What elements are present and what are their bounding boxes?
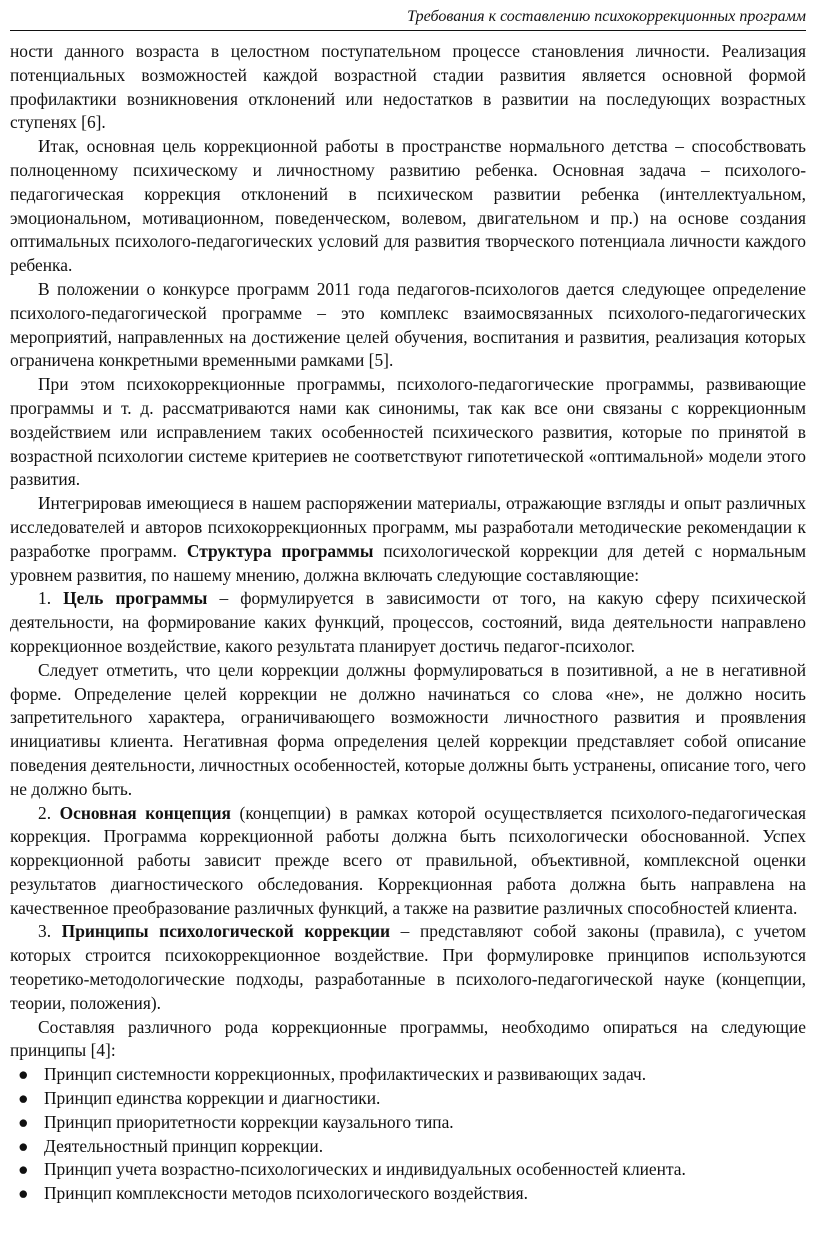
list-item-text: Принцип системности коррекционных, профилактических и развивающих задач. — [44, 1064, 647, 1085]
item-number: 2. — [38, 802, 60, 823]
paragraph-synonyms: При этом психокоррекционные программы, психолого-педагогические программы, развивающие программы и т. д. рассматриваются нами как синонимы, так как все они связаны с коррекционным воздействием или исправлением таких особенностей психического развития, которые по принятой в возрастной психологии системе критериев не соответствуют гипотетической «оптимальной» модели этого развития. — [10, 374, 806, 490]
paragraph-continuation: ности данного возраста в целостном поступательном процессе становления личности. Реализация потенциальных возможностей каждой возрастной стадии развития является основной формой профилактики возникновения отклонений или недостатков в развитии на последующих возрастных ступенях [6]. — [10, 41, 806, 133]
list-item — [10, 1158, 806, 1182]
paragraph-main-concept — [10, 802, 806, 921]
bullet-icon: ● — [18, 1183, 29, 1204]
paragraph-principles-intro: Составляя различного рода коррекционные программы, необходимо опираться на следующие принципы [4]: — [10, 1016, 806, 1061]
item-number: 1. — [38, 588, 64, 609]
paragraph-principles — [10, 920, 806, 1015]
program-goal-term: Цель программы — [63, 588, 208, 609]
list-item-text: Принцип комплексности методов психологического воздействия. — [44, 1183, 528, 1204]
principles-text: – представляют собой законы (правила), с учетом которых строится психокоррекционное воздействие. При формулировке принципов используются теоретико-методологические подходы, разработанные в психолого-педагогической науке (концепции, теории, положения). — [10, 921, 807, 1013]
principles-list — [10, 1063, 806, 1206]
list-item-text: Принцип единства коррекции и диагностики. — [44, 1088, 381, 1109]
paragraph-program-structure — [10, 492, 806, 587]
structure-term: Структура программы — [186, 540, 374, 561]
paragraph-program-goal — [10, 587, 806, 658]
list-item-text: Принцип учета возрастно-психологических и индивидуальных особенностей клиента. — [44, 1159, 686, 1180]
bullet-icon: ● — [18, 1135, 29, 1156]
bullet-icon: ● — [18, 1159, 29, 1180]
bullet-icon: ● — [18, 1088, 29, 1109]
list-item — [10, 1111, 806, 1135]
bullet-icon: ● — [18, 1064, 29, 1085]
paragraph-positive-goals: Следует отметить, что цели коррекции должны формулироваться в позитивной, а не в негативной форме. Определение целей коррекции не должно начинаться со слова «не», не должно носить запретительного характера, ограничивающего возможности личностного развития и проявления инициативы клиента. Негативная форма определения целей коррекции представляет собой описание поведения деятельности, личностных особенностей, которые должны быть устранены, описание того, чего не должно быть. — [10, 659, 806, 799]
paragraph-program-definition: В положении о конкурсе программ 2011 года педагогов-психологов дается следующее определение психолого-педагогической программе – это комплекс взаимосвязанных психолого-педагогических мероприятий, направленных на достижение целей обучения, воспитания и развития, реализация которых ограничена конкретными временными рамками [5]. — [10, 278, 806, 371]
list-item — [10, 1182, 806, 1206]
running-header: Требования к составлению психокоррекционных программ — [407, 8, 806, 25]
principles-term: Принципы психологической коррекции — [61, 921, 391, 942]
list-item — [10, 1087, 806, 1111]
list-item — [10, 1063, 806, 1087]
paragraph-main-goal: Итак, основная цель коррекционной работы в пространстве нормального детства – способствовать полноценному психическому и личностному развитию ребенка. Основная задача – психолого-педагогическая коррекция отклонений в психическом развитии ребенка (интеллектуальном, эмоциональном, мотивационном, поведенческом, волевом, двигательном и пр.) на основе создания оптимальных психолого-педагогических условий для развития творческого потенциала личности каждого ребенка. — [10, 136, 806, 276]
body-text — [10, 40, 806, 1206]
list-item-text: Принцип приоритетности коррекции каузального типа. — [44, 1111, 454, 1132]
structure-intro-text: Интегрировав имеющиеся в нашем распоряжении материалы, отражающие взгляды и опыт различных исследователей и авторов психокоррекционных программ, мы разработали методические рекомендации к разработке программ. — [10, 493, 806, 561]
main-concept-text: (концепции) в рамках которой осуществляется психолого-педагогическая коррекция. Программа коррекционной работы должна быть психологически обоснованной. Успех коррекционной работы зависит прежде всего от правильной, объективной, комплексной оценки результатов диагностического обследования. Коррекционная работа должна быть направлена на качественное преобразование различных функций, а также на развитие различных способностей клиента. — [10, 802, 806, 918]
header-rule — [10, 30, 806, 31]
program-goal-text: – формулируется в зависимости от того, на какую сферу психической деятельности, на формирование каких функций, процессов, состояний, вида деятельности направлено коррекционное воздействие, какого результата планирует достичь педагог-психолог. — [10, 588, 807, 656]
main-concept-term: Основная концепция — [59, 802, 231, 823]
item-number: 3. — [38, 921, 62, 942]
list-item-text: Деятельностный принцип коррекции. — [44, 1135, 324, 1156]
list-item — [10, 1135, 806, 1159]
document-page — [10, 0, 806, 1233]
bullet-icon: ● — [18, 1111, 29, 1132]
structure-outro-text: психологической коррекции для детей с нормальным уровнем развития, по нашему мнению, должна включать следующие составляющие: — [10, 540, 807, 585]
